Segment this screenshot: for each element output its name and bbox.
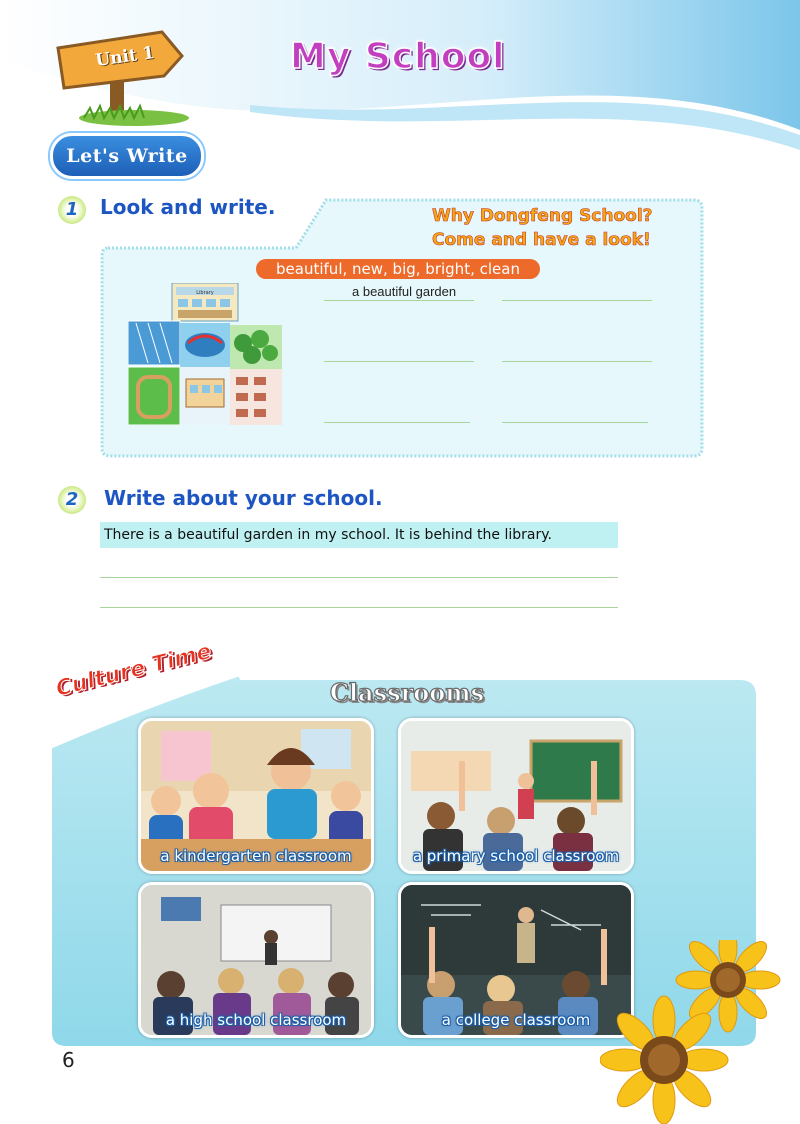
answer-line[interactable] — [324, 300, 474, 301]
answer-line[interactable] — [324, 361, 474, 362]
page-number: 6 — [62, 1048, 75, 1072]
primary-school-photo — [398, 718, 634, 874]
exercise-1-title: Look and write. — [100, 195, 276, 219]
unit-label: Unit 1 — [94, 42, 156, 72]
promo-line-2: Come and have a look! — [432, 230, 651, 250]
sunflower-decoration — [600, 940, 800, 1124]
lets-write-label: Let's Write — [50, 133, 204, 179]
model-sentence: There is a beautiful garden in my school. It is behind the library. — [104, 527, 552, 543]
page-title: My School — [290, 36, 506, 77]
writing-line[interactable] — [100, 607, 618, 608]
exercise-2-number: 2 — [58, 486, 86, 514]
exercise-2-title: Write about your school. — [104, 486, 383, 510]
school-map-illustration — [128, 283, 282, 425]
culture-time-label: Culture Time — [53, 639, 215, 702]
photo-caption: a college classroom — [441, 1011, 591, 1029]
answer-line[interactable] — [502, 422, 648, 423]
library-label: Library — [196, 290, 214, 296]
answer-line[interactable] — [502, 300, 652, 301]
writing-line[interactable] — [100, 577, 618, 578]
kindergarten-photo — [138, 718, 374, 874]
word-bank: beautiful, new, big, bright, clean — [256, 259, 540, 279]
example-answer: a beautiful garden — [352, 284, 457, 299]
answer-line[interactable] — [324, 422, 470, 423]
exercise-1-number: 1 — [58, 196, 86, 224]
promo-text — [432, 204, 672, 252]
model-sentence-box — [100, 522, 618, 548]
college-photo — [398, 882, 634, 1038]
photo-caption: a primary school classroom — [412, 847, 620, 865]
high-school-photo — [138, 882, 374, 1038]
photo-caption: a kindergarten classroom — [160, 847, 352, 865]
photo-caption: a high school classroom — [165, 1011, 347, 1029]
classrooms-heading: Classrooms — [329, 678, 485, 707]
answer-line[interactable] — [502, 361, 652, 362]
promo-line-1: Why Dongfeng School? — [432, 206, 653, 226]
